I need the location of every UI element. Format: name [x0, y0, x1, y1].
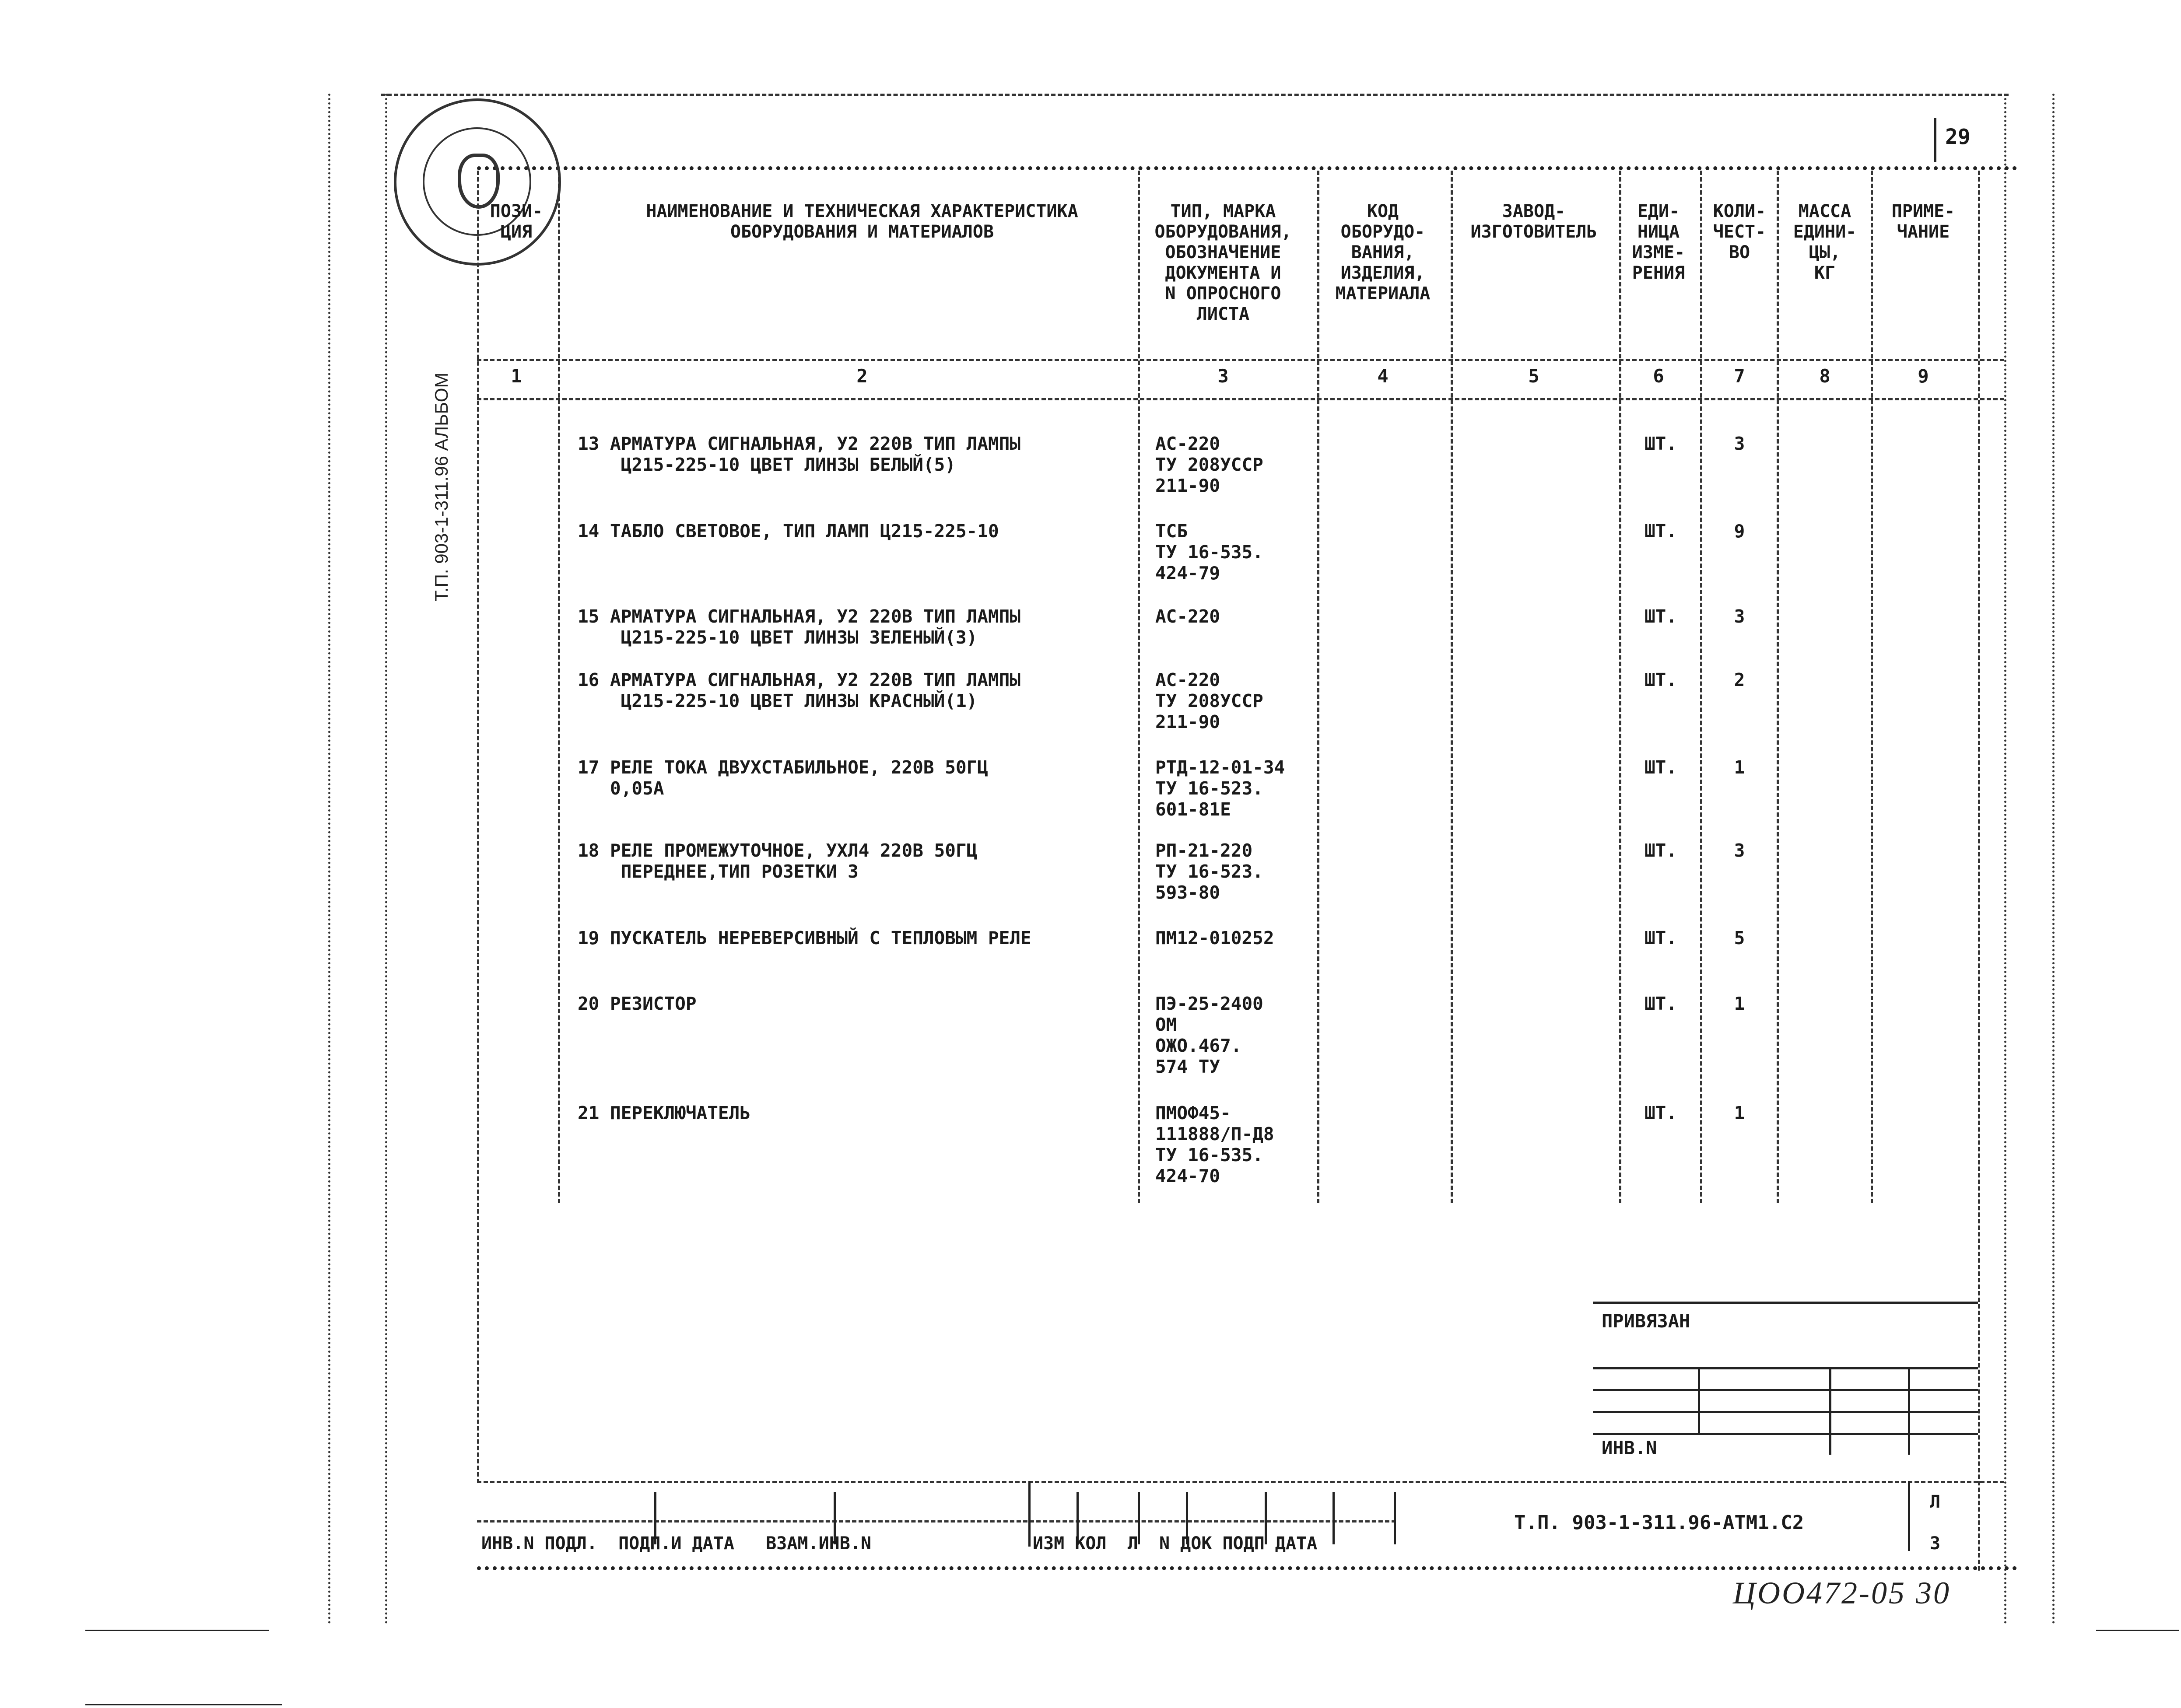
stamp-right-labels: ИЗМ КОЛ Л N ДОК ПОДП ДАТА [1033, 1533, 1318, 1554]
row-unit: ШТ. [1644, 928, 1677, 948]
row-qty: 1 [1734, 1102, 1745, 1124]
col-number-6: 6 [1653, 365, 1664, 387]
row-qty: 5 [1734, 928, 1745, 948]
side-label: Т.П. 903-1-311.96 АЛЬБОМ [431, 372, 452, 602]
header-col5: ЗАВОД- ИЗГОТОВИТЕЛЬ [1470, 201, 1597, 242]
bottom-left-rule-1 [85, 1630, 269, 1631]
col-number-divider [477, 398, 2004, 400]
row-type: ПМОФ45- 111888/П-Д8 ТУ 16-535. 424-70 [1155, 1102, 1274, 1186]
header-col7: КОЛИ- ЧЕСТ- ВО [1713, 201, 1766, 262]
bottom-right-rule [2096, 1630, 2179, 1631]
row-unit: ШТ. [1644, 433, 1677, 454]
table-row [473, 521, 2013, 604]
page-number-divider [1934, 118, 1936, 162]
sheet-label: Л [1930, 1492, 1941, 1512]
row-qty: 2 [1734, 669, 1745, 690]
left-border-column-1 [328, 94, 344, 1625]
col-number-3: 3 [1217, 365, 1229, 387]
col-number-8: 8 [1819, 365, 1830, 387]
header-col8: МАССА ЕДИНИ- ЦЫ, КГ [1793, 201, 1857, 283]
row-type: РТД-12-01-34 ТУ 16-523. 601-81Е [1155, 757, 1285, 820]
col-number-7: 7 [1734, 365, 1745, 387]
page-number: 29 [1945, 125, 1971, 149]
header-col9: ПРИМЕ- ЧАНИЕ [1891, 201, 1955, 242]
privyazan-vsep-3 [1908, 1367, 1910, 1455]
table-row [473, 606, 2013, 667]
row-name: 20 РЕЗИСТОР [578, 993, 697, 1014]
header-col2: НАИМЕНОВАНИЕ И ТЕХНИЧЕСКАЯ ХАРАКТЕРИСТИКА ОБОРУДОВАНИЯ И МАТЕРИАЛОВ [646, 201, 1078, 242]
row-type: АС-220 ТУ 208УССР 211-90 [1155, 433, 1263, 496]
row-unit: ШТ. [1644, 1102, 1677, 1124]
row-qty: 9 [1734, 521, 1745, 542]
table-row [473, 993, 2013, 1098]
table-row [473, 757, 2013, 840]
frame-top-dash [381, 94, 2009, 96]
row-name: 15 АРМАТУРА СИГНАЛЬНАЯ, У2 220В ТИП ЛАМПЫ Ц215-225-10 ЦВЕТ ЛИНЗЫ ЗЕЛЕНЫЙ(3) [578, 606, 1021, 648]
header-divider [477, 359, 2004, 361]
privyazan-line-2 [1593, 1389, 1978, 1391]
privyazan-label: ПРИВЯЗАН [1602, 1310, 1690, 1332]
row-qty: 3 [1734, 433, 1745, 454]
row-qty: 1 [1734, 757, 1745, 778]
header-col1: ПОЗИ- ЦИЯ [490, 201, 543, 242]
row-unit: ШТ. [1644, 521, 1677, 542]
row-type: АС-220 [1155, 606, 1220, 627]
col-number-1: 1 [511, 365, 522, 387]
doc-code: Т.П. 903-1-311.96-АТМ1.С2 [1514, 1512, 1804, 1534]
stamp-sep-10 [1908, 1481, 1910, 1551]
privyazan-line-4 [1593, 1433, 1978, 1435]
privyazan-inv-label: ИНВ.N [1602, 1437, 1657, 1459]
privyazan-vsep-1 [1698, 1367, 1700, 1433]
left-border-column-2 [385, 94, 400, 1625]
stamp-sep-9 [1394, 1492, 1396, 1544]
table-row [473, 840, 2013, 923]
privyazan-block [1593, 1302, 1987, 1468]
row-type: АС-220 ТУ 208УССР 211-90 [1155, 669, 1263, 732]
row-name: 19 ПУСКАТЕЛЬ НЕРЕВЕРСИВНЫЙ С ТЕПЛОВЫМ РЕЛЕ [578, 928, 1031, 948]
stamp-left-labels: ИНВ.N ПОДЛ. ПОДП.И ДАТА ВЗАМ.ИНВ.N [481, 1533, 872, 1554]
col-number-4: 4 [1377, 365, 1389, 387]
row-qty: 3 [1734, 840, 1745, 861]
row-type: ПЭ-25-2400 ОМ ОЖО.467. 574 ТУ [1155, 993, 1263, 1077]
row-qty: 3 [1734, 606, 1745, 627]
col-number-5: 5 [1528, 365, 1539, 387]
row-unit: ШТ. [1644, 757, 1677, 778]
privyazan-line-3 [1593, 1411, 1978, 1413]
privyazan-vsep-2 [1829, 1367, 1831, 1455]
row-type: ПМ12-010252 [1155, 928, 1274, 948]
table-row [473, 928, 2013, 989]
header-col4: КОД ОБОРУДО- ВАНИЯ, ИЗДЕЛИЯ, МАТЕРИАЛА [1335, 201, 1431, 304]
col-number-9: 9 [1918, 365, 1929, 387]
row-name: 16 АРМАТУРА СИГНАЛЬНАЯ, У2 220В ТИП ЛАМПЫ Ц215-225-10 ЦВЕТ ЛИНЗЫ КРАСНЫЙ(1) [578, 669, 1021, 711]
stamp-sep-3 [1028, 1481, 1031, 1547]
header-col3: ТИП, МАРКА ОБОРУДОВАНИЯ, ОБОЗНАЧЕНИЕ ДОКУМЕНТА И N ОПРОСНОГО ЛИСТА [1154, 201, 1292, 324]
row-unit: ШТ. [1644, 840, 1677, 861]
table-header [473, 171, 2013, 354]
row-type: ТСБ ТУ 16-535. 424-79 [1155, 521, 1263, 584]
table-row [473, 433, 2013, 516]
table-top-star-row [477, 166, 2017, 170]
handwritten-inventory-note: ЦОО472-05 30 [1733, 1575, 1951, 1610]
row-type: РП-21-220 ТУ 16-523. 593-80 [1155, 840, 1263, 903]
table-row [473, 669, 2013, 752]
row-unit: ШТ. [1644, 993, 1677, 1014]
sheet-number: 3 [1930, 1533, 1941, 1554]
bottom-left-rule-2 [85, 1704, 282, 1705]
privyazan-line-1 [1593, 1367, 1978, 1369]
stamp-mid-line [477, 1520, 1396, 1522]
stamp-top-line [477, 1481, 2004, 1483]
row-qty: 1 [1734, 993, 1745, 1014]
row-unit: ШТ. [1644, 669, 1677, 690]
table-row [473, 1102, 2013, 1208]
row-unit: ШТ. [1644, 606, 1677, 627]
col-number-2: 2 [856, 365, 868, 387]
row-name: 17 РЕЛЕ ТОКА ДВУХСТАБИЛЬНОЕ, 220В 50ГЦ 0,05А [578, 757, 988, 799]
row-name: 18 РЕЛЕ ПРОМЕЖУТОЧНОЕ, УХЛ4 220В 50ГЦ ПЕРЕДНЕЕ,ТИП РОЗЕТКИ 3 [578, 840, 978, 882]
row-name: 14 ТАБЛО СВЕТОВОЕ, ТИП ЛАМП Ц215-225-10 [578, 521, 999, 542]
privyazan-top-line [1593, 1302, 1978, 1304]
row-name: 13 АРМАТУРА СИГНАЛЬНАЯ, У2 220В ТИП ЛАМПЫ Ц215-225-10 ЦВЕТ ЛИНЗЫ БЕЛЫЙ(5) [578, 433, 1021, 475]
table-bottom-star-row [477, 1566, 2017, 1570]
row-name: 21 ПЕРЕКЛЮЧАТЕЛЬ [578, 1102, 750, 1124]
column-number-row [473, 365, 2013, 392]
stamp-sep-8 [1332, 1492, 1335, 1544]
right-border-column-2 [2052, 94, 2068, 1625]
header-col6: ЕДИ- НИЦА ИЗМЕ- РЕНИЯ [1632, 201, 1685, 283]
